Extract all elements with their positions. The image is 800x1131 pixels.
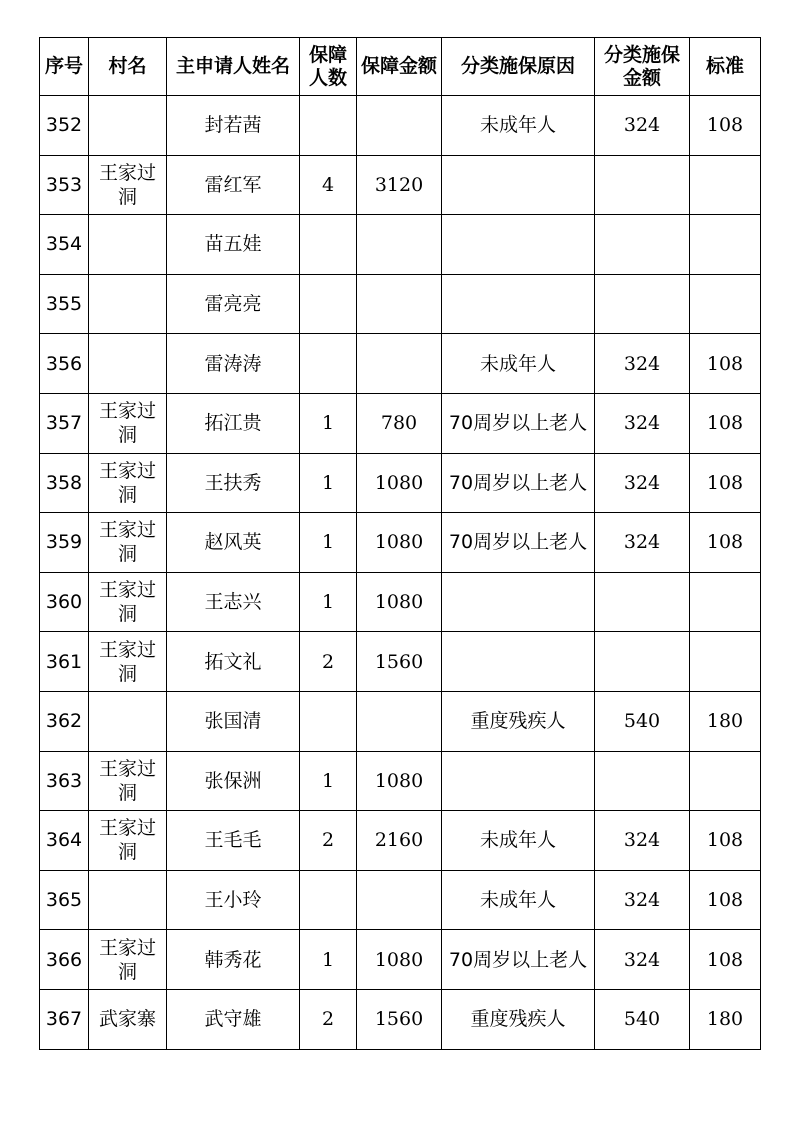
- cell-people: [300, 96, 357, 156]
- cell-reason: 70周岁以上老人: [442, 393, 595, 453]
- cell-applicant-name: 拓文礼: [167, 632, 300, 692]
- header-amount: 保障金额: [357, 38, 442, 96]
- cell-seq: 367: [40, 989, 89, 1049]
- cell-people: 1: [300, 572, 357, 632]
- cell-applicant-name: 封若茜: [167, 96, 300, 156]
- header-applicant-name: 主申请人姓名: [167, 38, 300, 96]
- cell-reason: 重度残疾人: [442, 989, 595, 1049]
- cell-applicant-name: 王毛毛: [167, 811, 300, 871]
- cell-reason: 70周岁以上老人: [442, 453, 595, 513]
- cell-standard: [690, 632, 761, 692]
- cell-seq: 366: [40, 930, 89, 990]
- cell-seq: 361: [40, 632, 89, 692]
- cell-class-amount: 540: [595, 691, 690, 751]
- cell-applicant-name: 苗五娃: [167, 215, 300, 275]
- cell-amount: 1560: [357, 632, 442, 692]
- cell-people: 1: [300, 453, 357, 513]
- cell-standard: 108: [690, 334, 761, 394]
- header-seq: 序号: [40, 38, 89, 96]
- cell-standard: 108: [690, 870, 761, 930]
- cell-amount: 2160: [357, 811, 442, 871]
- table-row: [40, 96, 761, 156]
- cell-standard: [690, 274, 761, 334]
- cell-class-amount: 324: [595, 96, 690, 156]
- cell-class-amount: 324: [595, 393, 690, 453]
- cell-village: [89, 215, 167, 275]
- header-row: [40, 38, 761, 96]
- cell-village: 王家过洞: [89, 632, 167, 692]
- cell-standard: 108: [690, 811, 761, 871]
- cell-amount: 1080: [357, 453, 442, 513]
- cell-reason: [442, 572, 595, 632]
- cell-amount: [357, 215, 442, 275]
- cell-village: [89, 96, 167, 156]
- cell-class-amount: [595, 155, 690, 215]
- cell-class-amount: 324: [595, 513, 690, 573]
- cell-applicant-name: 韩秀花: [167, 930, 300, 990]
- cell-applicant-name: 王小玲: [167, 870, 300, 930]
- cell-amount: [357, 334, 442, 394]
- cell-class-amount: 540: [595, 989, 690, 1049]
- cell-amount: 1560: [357, 989, 442, 1049]
- cell-reason: 70周岁以上老人: [442, 930, 595, 990]
- cell-standard: 108: [690, 930, 761, 990]
- header-class-amount: 分类施保金额: [595, 38, 690, 96]
- cell-amount: [357, 96, 442, 156]
- cell-applicant-name: 王志兴: [167, 572, 300, 632]
- cell-standard: 180: [690, 691, 761, 751]
- table-row: [40, 513, 761, 573]
- cell-people: [300, 215, 357, 275]
- cell-applicant-name: 雷红军: [167, 155, 300, 215]
- cell-reason: [442, 155, 595, 215]
- cell-seq: 359: [40, 513, 89, 573]
- cell-seq: 362: [40, 691, 89, 751]
- cell-standard: [690, 572, 761, 632]
- cell-people: [300, 274, 357, 334]
- cell-people: [300, 691, 357, 751]
- cell-standard: 108: [690, 453, 761, 513]
- cell-class-amount: 324: [595, 453, 690, 513]
- cell-reason: [442, 215, 595, 275]
- cell-village: 王家过洞: [89, 930, 167, 990]
- table-row: [40, 453, 761, 513]
- cell-reason: 70周岁以上老人: [442, 513, 595, 573]
- cell-village: [89, 691, 167, 751]
- cell-reason: [442, 632, 595, 692]
- cell-seq: 357: [40, 393, 89, 453]
- table-row: [40, 393, 761, 453]
- cell-applicant-name: 王扶秀: [167, 453, 300, 513]
- cell-village: 王家过洞: [89, 811, 167, 871]
- cell-village: 王家过洞: [89, 155, 167, 215]
- header-standard: 标准: [690, 38, 761, 96]
- header-reason: 分类施保原因: [442, 38, 595, 96]
- cell-amount: [357, 691, 442, 751]
- cell-people: 1: [300, 393, 357, 453]
- cell-seq: 354: [40, 215, 89, 275]
- cell-class-amount: [595, 274, 690, 334]
- table-row: [40, 870, 761, 930]
- cell-standard: [690, 155, 761, 215]
- cell-village: 王家过洞: [89, 751, 167, 811]
- cell-standard: [690, 215, 761, 275]
- cell-standard: 180: [690, 989, 761, 1049]
- cell-village: 王家过洞: [89, 513, 167, 573]
- cell-reason: 未成年人: [442, 96, 595, 156]
- cell-reason: 未成年人: [442, 334, 595, 394]
- cell-seq: 355: [40, 274, 89, 334]
- cell-people: 2: [300, 811, 357, 871]
- cell-seq: 363: [40, 751, 89, 811]
- cell-seq: 352: [40, 96, 89, 156]
- cell-village: [89, 870, 167, 930]
- cell-people: 4: [300, 155, 357, 215]
- cell-reason: 未成年人: [442, 870, 595, 930]
- cell-amount: 1080: [357, 513, 442, 573]
- table-row: [40, 155, 761, 215]
- cell-amount: 1080: [357, 751, 442, 811]
- cell-class-amount: [595, 572, 690, 632]
- cell-amount: [357, 274, 442, 334]
- cell-people: 2: [300, 632, 357, 692]
- cell-seq: 360: [40, 572, 89, 632]
- cell-seq: 364: [40, 811, 89, 871]
- table-row: [40, 691, 761, 751]
- cell-amount: [357, 870, 442, 930]
- cell-class-amount: 324: [595, 870, 690, 930]
- cell-class-amount: [595, 215, 690, 275]
- cell-applicant-name: 张国清: [167, 691, 300, 751]
- cell-village: 王家过洞: [89, 453, 167, 513]
- cell-amount: 1080: [357, 930, 442, 990]
- table-row: [40, 632, 761, 692]
- cell-applicant-name: 赵风英: [167, 513, 300, 573]
- cell-standard: 108: [690, 513, 761, 573]
- cell-applicant-name: 武守雄: [167, 989, 300, 1049]
- table-row: [40, 930, 761, 990]
- cell-class-amount: [595, 751, 690, 811]
- table-row: [40, 751, 761, 811]
- cell-standard: 108: [690, 96, 761, 156]
- cell-village: 王家过洞: [89, 572, 167, 632]
- cell-applicant-name: 雷涛涛: [167, 334, 300, 394]
- cell-people: 1: [300, 751, 357, 811]
- cell-people: [300, 334, 357, 394]
- cell-people: 1: [300, 513, 357, 573]
- cell-village: 武家寨: [89, 989, 167, 1049]
- table-row: [40, 215, 761, 275]
- cell-class-amount: 324: [595, 930, 690, 990]
- cell-standard: [690, 751, 761, 811]
- table-row: [40, 811, 761, 871]
- cell-seq: 356: [40, 334, 89, 394]
- cell-reason: 未成年人: [442, 811, 595, 871]
- cell-seq: 358: [40, 453, 89, 513]
- cell-people: 2: [300, 989, 357, 1049]
- table-row: [40, 274, 761, 334]
- cell-people: 1: [300, 930, 357, 990]
- cell-amount: 3120: [357, 155, 442, 215]
- cell-applicant-name: 拓江贵: [167, 393, 300, 453]
- table-row: [40, 572, 761, 632]
- cell-amount: 1080: [357, 572, 442, 632]
- cell-village: [89, 274, 167, 334]
- cell-reason: [442, 274, 595, 334]
- cell-reason: [442, 751, 595, 811]
- cell-village: 王家过洞: [89, 393, 167, 453]
- cell-village: [89, 334, 167, 394]
- table-row: [40, 334, 761, 394]
- cell-class-amount: 324: [595, 811, 690, 871]
- cell-applicant-name: 雷亮亮: [167, 274, 300, 334]
- cell-applicant-name: 张保洲: [167, 751, 300, 811]
- cell-standard: 108: [690, 393, 761, 453]
- table-row: [40, 989, 761, 1049]
- cell-amount: 780: [357, 393, 442, 453]
- assistance-table: [39, 37, 761, 1050]
- cell-seq: 365: [40, 870, 89, 930]
- header-people: 保障人数: [300, 38, 357, 96]
- cell-class-amount: [595, 632, 690, 692]
- header-village: 村名: [89, 38, 167, 96]
- cell-class-amount: 324: [595, 334, 690, 394]
- cell-seq: 353: [40, 155, 89, 215]
- cell-reason: 重度残疾人: [442, 691, 595, 751]
- cell-people: [300, 870, 357, 930]
